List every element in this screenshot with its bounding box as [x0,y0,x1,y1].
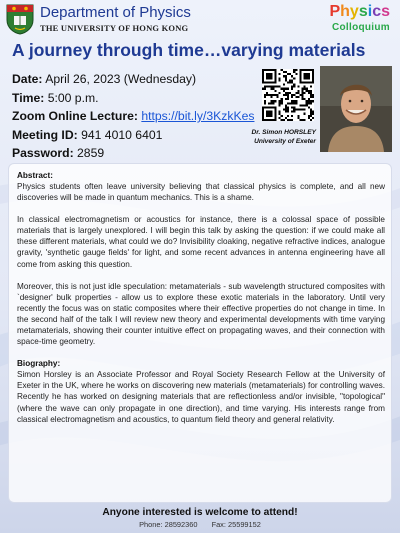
password-value: 2859 [77,146,105,160]
talk-title: A journey through time…varying materials [12,40,366,60]
event-info [12,70,262,163]
time-value: 5:00 p.m. [47,90,99,105]
date-value: April 26, 2023 (Wednesday) [45,72,197,86]
speaker-name: Dr. Simon HORSLEY [251,129,316,136]
abstract-paragraph-1: Physics students often leave university believing that classical physics is complete, and all new discoveries will be made in quantum mechanics. This is a shame. [17,182,385,203]
physics-letter: h [340,3,350,20]
meeting-id-value: 941 4010 6401 [81,127,163,142]
biography-heading: Biography: [17,359,61,369]
university-name: THE UNIVERSITY OF HONG KONG [40,23,189,33]
meeting-id-label: Meeting ID: [12,127,78,142]
physics-letter: c [372,3,382,20]
time-label: Time: [12,90,45,105]
phone-number: Phone: 28592360 [139,520,198,529]
colloquium-label: Colloquium [332,22,390,33]
speaker-affiliation: University of Exeter [254,138,316,145]
password-label: Password: [12,146,74,160]
abstract-heading: Abstract: [17,171,53,180]
physics-letter: y [349,3,359,20]
welcome-message: Anyone interested is welcome to attend! [102,507,298,518]
fax-number: Fax: 25599152 [211,520,261,529]
university-crest-icon [6,4,34,35]
speaker-caption [250,128,316,146]
time-row [12,89,262,108]
contact-info [0,520,400,529]
abstract-paragraph-3: Moreover, this is not just idle speculation: metamaterials - sub wavelength structured composites with `designer' bulk properties - allow us to explore these exotic materials in the laboratory. Until very recently the focus was on static composites where their effective properties do not change in time. In the second half of the talk I will review new theory and experimental developments with time varying metamaterials, showing their counter intuitive effect on propagating waves, and their connection with space-time geometry. [17,281,385,347]
physics-letter: s [358,3,368,20]
date-label: Date: [12,72,43,86]
poster-header [0,0,400,36]
abstract-paragraph-2: In classical electromagnetism or acoustics for instance, there is a colossal space of possible materials that is largely unexplored. I will begin this talk by asking the question: if we could make all these different materials, what could we do? Invisibility cloaking, negative refractive indices, analogue gravity, 'synthetic gauge fields' for light, and some recent advances in antenna engineering have all come from asking this question. [17,215,385,269]
zoom-link[interactable]: https://bit.ly/3KzkKes [141,109,255,123]
department-title: Department of Physics [40,4,191,21]
physics-letter: P [329,3,341,20]
physics-letter: i [367,3,373,20]
physics-letter: s [381,3,390,20]
zoom-row [12,107,262,126]
date-row [12,70,262,89]
biography-text: Simon Horsley is an Associate Professor and Royal Society Research Fellow at the University of Exeter in the UK, where he works on discovering new materials (metamaterials) for controlling waves. Recently he has worked on designing materials that are reflectionless and/or invisible, "topological" (where the wave can only propagate in one direction), and time varying. His interests range from classical electromagnetism and acoustics, to quantum field theory and general relativity. [17,370,385,424]
password-row [12,144,262,163]
zoom-label: Zoom Online Lecture: [12,109,138,123]
qr-code-icon[interactable] [262,69,314,121]
abstract-panel [8,163,392,503]
speaker-photo [320,66,392,152]
meeting-id-row [12,126,262,145]
physics-series-logo [329,3,390,21]
